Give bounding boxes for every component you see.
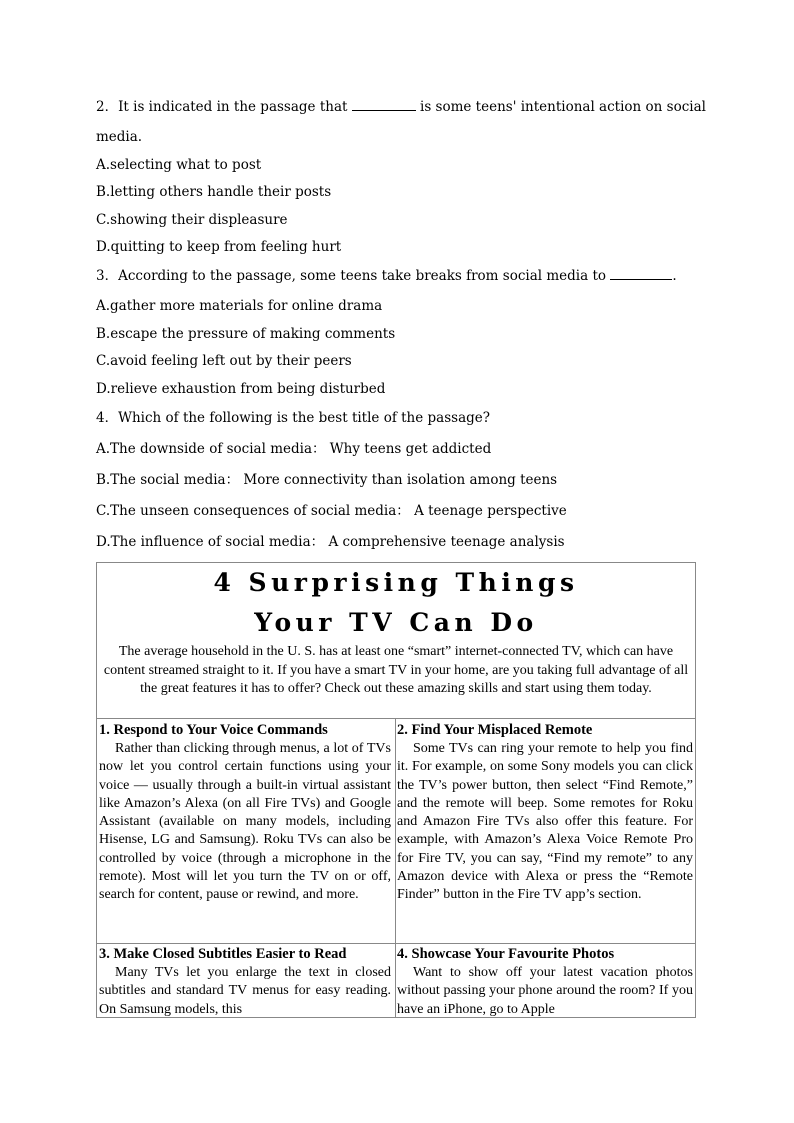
q3-option-c[interactable]: C.avoid feeling left out by their peers	[96, 353, 352, 369]
section-4	[397, 945, 693, 1019]
table-divider-middle	[97, 943, 695, 944]
section-2	[397, 721, 693, 905]
q2-option-d[interactable]: D.quitting to keep from feeling hurt	[96, 239, 342, 255]
section-1	[99, 721, 391, 905]
q3-stem	[96, 267, 696, 285]
section-3	[99, 945, 391, 1019]
table-divider-top	[97, 718, 695, 719]
section-4-body: Want to show off your latest vacation photos without passing your phone around the room? If you have an iPhone, go to Apple	[397, 965, 693, 1017]
section-3-body: Many TVs let you enlarge the text in closed subtitles and standard TV menus for easy reading. On Samsung models, this	[99, 965, 391, 1017]
article-title-line-1: 4 Surprising Things	[213, 568, 579, 597]
q2-stem-text-after: is some teens' intentional action on social	[415, 99, 706, 115]
q3-option-a[interactable]: A.gather more materials for online drama	[96, 298, 383, 314]
table-divider-vertical	[395, 718, 396, 1017]
q2-option-c[interactable]: C.showing their displeasure	[96, 212, 288, 228]
section-3-heading: 3. Make Closed Subtitles Easier to Read	[99, 946, 347, 962]
q4-option-d[interactable]: D.The influence of social media： A comprehensive teenage analysis	[96, 534, 565, 550]
q2-stem-text: 2．It is indicated in the passage that	[96, 99, 352, 115]
article-box	[96, 562, 696, 1018]
section-1-body: Rather than clicking through menus, a lot of TVs now let you control certain functions using your voice — usually through a built-in virtual assistant like Amazon’s Alexa (on all Fire TVs) and Google Assistant (available on many models, including Hisense, LG and Samsung). Roku TVs can also be controlled by voice (through a microphone in the remote). Most will let you turn the TV on or off, search for content, pause or rewind, and more.	[99, 741, 391, 903]
q3-stem-text: 3．According to the passage, some teens take breaks from social media to	[96, 268, 611, 284]
q3-option-d[interactable]: D.relieve exhaustion from being disturbed	[96, 381, 386, 397]
q4-option-b[interactable]: B.The social media： More connectivity than isolation among teens	[96, 472, 558, 488]
q3-answer-blank[interactable]	[610, 267, 672, 280]
section-2-heading: 2. Find Your Misplaced Remote	[397, 722, 593, 738]
q2-answer-blank[interactable]	[352, 98, 416, 111]
q2-option-a[interactable]: A.selecting what to post	[96, 157, 262, 173]
q2-stem-continued: media.	[96, 129, 143, 145]
article-title-line-2: Your TV Can Do	[254, 608, 538, 637]
q2-stem	[96, 98, 706, 116]
section-4-heading: 4. Showcase Your Favourite Photos	[397, 946, 615, 962]
q4-option-c[interactable]: C.The unseen consequences of social media： A teenage perspective	[96, 503, 567, 519]
q3-option-b[interactable]: B.escape the pressure of making comments	[96, 326, 396, 342]
section-2-body: Some TVs can ring your remote to help you find it. For example, on some Sony models you can click the TV’s power button, then select “Find Remote,” and the remote will beep. Some remotes for Roku and Amazon Fire TVs also offer this feature. For example, with Amazon’s Alexa Voice Remote Pro for Fire TV, you can say, “Find my remote” to any Amazon device with Alexa or press the “Remote Finder” button in the Fire TV app’s section.	[397, 741, 693, 903]
section-1-heading: 1. Respond to Your Voice Commands	[99, 722, 328, 738]
q2-option-b[interactable]: B.letting others handle their posts	[96, 184, 332, 200]
q3-stem-text-after: .	[672, 268, 677, 284]
article-intro: The average household in the U. S. has at least one “smart” internet-connected TV, which can have content streamed straight to it. If you have a smart TV in your home, are you taking full advantage of all the great features it has to offer? Check out these amazing skills and start using them today.	[103, 644, 689, 696]
q4-stem: 4．Which of the following is the best title of the passage?	[96, 410, 490, 426]
q4-option-a[interactable]: A.The downside of social media： Why teens get addicted	[96, 441, 492, 457]
